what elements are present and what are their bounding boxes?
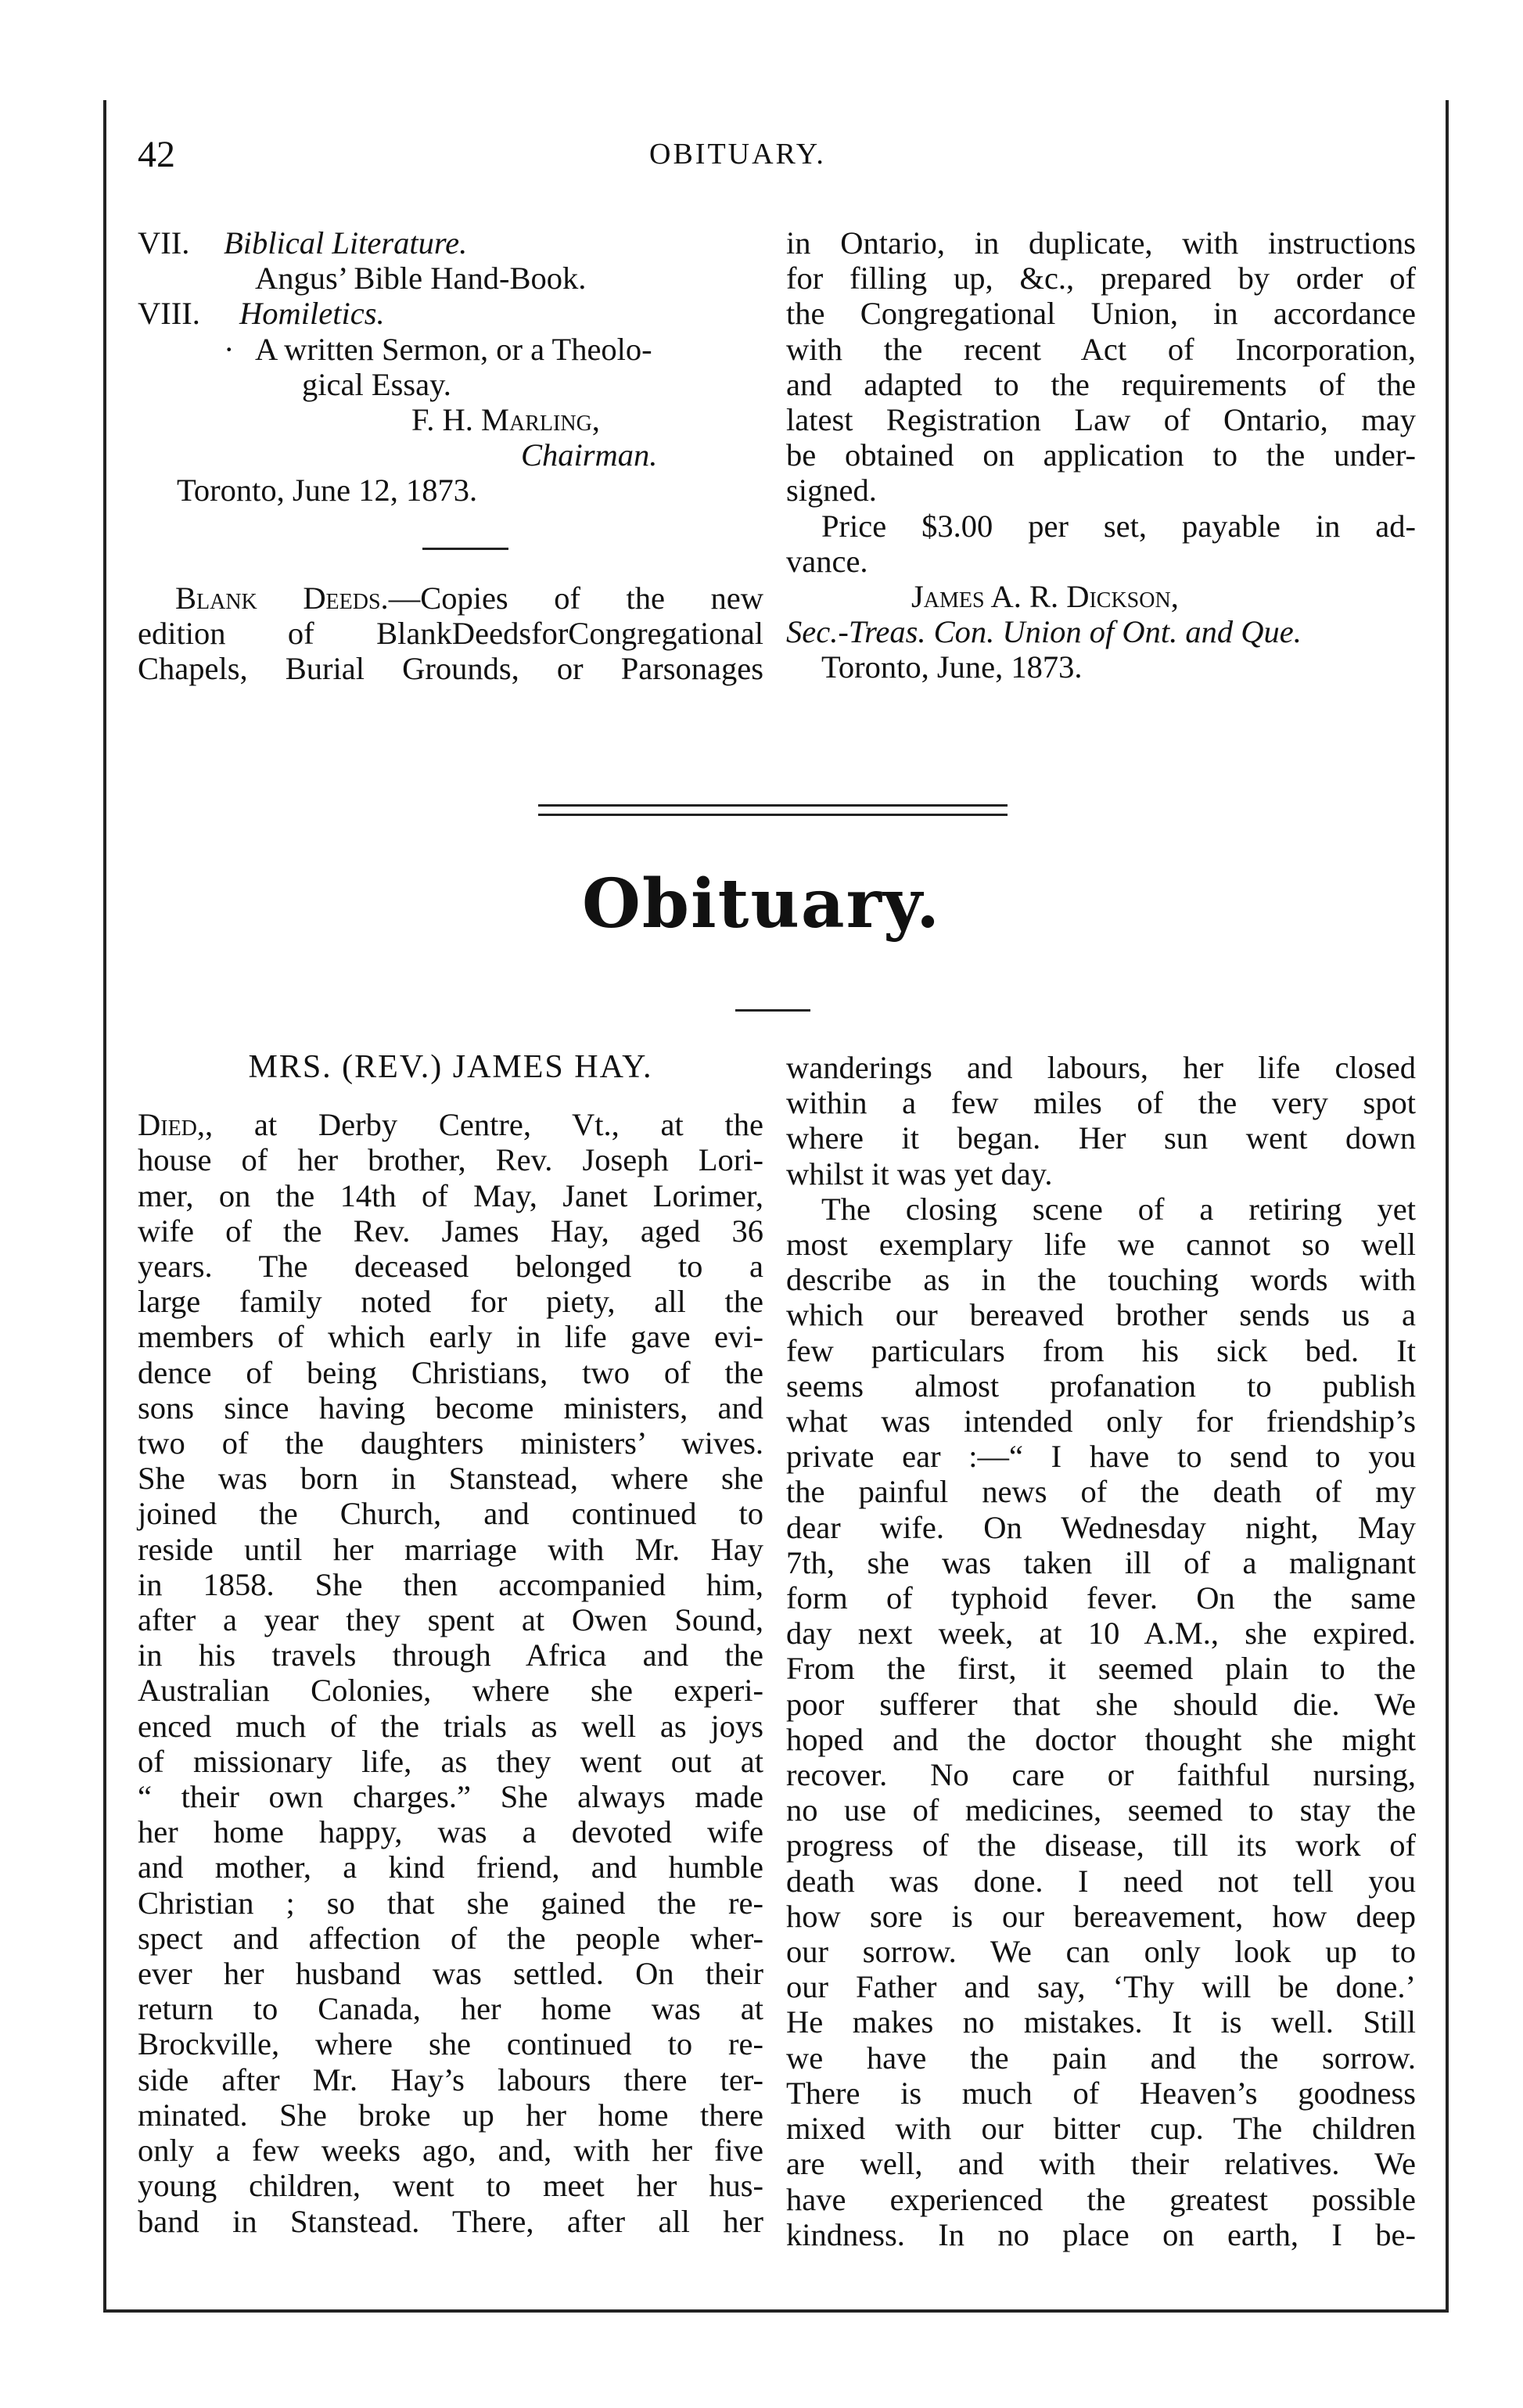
notice-item-viii-detail-2: gical Essay. [302, 366, 451, 402]
obituary-line: There is much of Heaven’s goodness [786, 2075, 1416, 2111]
notice-signer: F. H. Marling, [411, 402, 600, 438]
bottom-rule [103, 2309, 1449, 2313]
obituary-line: wanderings and labours, her life closed [786, 1050, 1416, 1085]
obituary-line: joined the Church, and continued to [138, 1496, 763, 1532]
notice-item-vii-detail: Angus’ Bible Hand-Book. [255, 261, 587, 297]
obituary-line: in his travels through Africa and the [138, 1637, 763, 1673]
obituary-line: members of which early in life gave evi- [138, 1319, 763, 1355]
obituary-right-column [786, 1050, 1416, 2252]
obituary-line: how sore is our bereavement, how deep [786, 1898, 1416, 1934]
obituary-line: young children, went to meet her hus- [138, 2168, 763, 2204]
notice-left-column [138, 225, 763, 686]
obituary-line: what was intended only for friendship’s [786, 1403, 1416, 1439]
obituary-left-column [138, 1050, 763, 2239]
double-rule-bottom [538, 814, 1008, 816]
obituary-line: wife of the Rev. James Hay, aged 36 [138, 1213, 763, 1249]
obituary-line: the painful news of the death of my [786, 1474, 1416, 1510]
obituary-line: mer, on the 14th of May, Janet Lorimer, [138, 1177, 763, 1213]
blank-deeds-line-3: Chapels, Burial Grounds, or Parsonages [138, 651, 763, 687]
blank-deeds-right-line: with the recent Act of Incorporation, [786, 331, 1416, 367]
running-head: OBITUARY. [649, 138, 826, 171]
obituary-line: minated. She broke up her home there [138, 2097, 763, 2133]
obituary-line: kindness. In no place on earth, I be- [786, 2216, 1416, 2252]
obituary-line: enced much of the trials as well as joys [138, 1708, 763, 1744]
blank-deeds-right-line: for filling up, &c., prepared by order of [786, 261, 1416, 297]
obituary-line: and mother, a kind friend, and humble [138, 1849, 763, 1885]
notice-right-column [786, 225, 1416, 685]
obituary-line: large family noted for piety, all the [138, 1284, 763, 1320]
obituary-line: recover. No care or faithful nursing, [786, 1757, 1416, 1793]
notice-item-viii: VIII. Homiletics. [138, 296, 385, 332]
obituary-line: The closing scene of a retiring yet [821, 1191, 1416, 1227]
section-title: Obituary. [581, 864, 942, 943]
obituary-line: have experienced the greatest possible [786, 2181, 1416, 2217]
deeds-dateline: Toronto, June, 1873. [821, 649, 1083, 685]
obituary-line: Brockville, where she continued to re- [138, 2026, 763, 2062]
blank-deeds-right-line: and adapted to the requirements of the [786, 366, 1416, 402]
obituary-line: our Father and say, ‘Thy will be done.’ [786, 1969, 1416, 2005]
obituary-line: private ear :—“ I have to send to you [786, 1439, 1416, 1475]
obituary-line: mixed with our bitter cup. The children [786, 2111, 1416, 2147]
blank-deeds-line-2: edition of BlankDeedsforCongregational [138, 615, 763, 651]
obituary-line: poor sufferer that she should die. We [786, 1686, 1416, 1722]
blank-deeds-line-1: Blank Deeds.—Copies of the new [175, 580, 763, 616]
obituary-line: Australian Colonies, where she experi- [138, 1673, 763, 1709]
obituary-line: “ their own charges.” She always made [138, 1779, 763, 1815]
obituary-line: dence of being Christians, two of the [138, 1354, 763, 1390]
obituary-line: house of her brother, Rev. Joseph Lori- [138, 1142, 763, 1178]
obituary-line: two of the daughters ministers’ wives. [138, 1425, 763, 1461]
obituary-line: form of typhoid fever. On the same [786, 1580, 1416, 1616]
obituary-line: are well, and with their relatives. We [786, 2146, 1416, 2182]
obituary-line: we have the pain and the sorrow. [786, 2040, 1416, 2076]
obituary-line: seems almost profanation to publish [786, 1368, 1416, 1403]
obituary-line: return to Canada, her home was at [138, 1991, 763, 2027]
blank-deeds-right-line: the Congregational Union, in accordance [786, 296, 1416, 332]
obituary-line: her home happy, was a devoted wife [138, 1814, 763, 1850]
obituary-line: our sorrow. We can only look up to [786, 1934, 1416, 1970]
article-title: MRS. (REV.) JAMES HAY. [248, 1049, 653, 1085]
obituary-line: From the first, it seemed plain to the [786, 1651, 1416, 1687]
obituary-line: ever her husband was settled. On their [138, 1956, 763, 1992]
obituary-line: side after Mr. Hay’s labours there ter- [138, 2061, 763, 2097]
obituary-line: years. The deceased belonged to a [138, 1249, 763, 1285]
obituary-first-line: Died,, at Derby Centre, Vt., at the [138, 1107, 763, 1143]
notice-dateline: Toronto, June 12, 1873. [177, 473, 478, 509]
obituary-line: after a year they spent at Owen Sound, [138, 1602, 763, 1638]
notice-item-viii-detail: · A written Sermon, or a Theolo- [224, 331, 652, 367]
obituary-line: most exemplary life we cannot so well [786, 1227, 1416, 1263]
obituary-line: within a few miles of the very spot [786, 1085, 1416, 1121]
obituary-line: spect and affection of the people wher- [138, 1920, 763, 1956]
title-underline [735, 1009, 810, 1012]
blank-deeds-right-line: be obtained on application to the under- [786, 437, 1416, 473]
obituary-line: describe as in the touching words with [786, 1262, 1416, 1298]
obituary-line: where it began. Her sun went down [786, 1120, 1416, 1156]
blank-deeds-right-line: signed. [786, 473, 877, 509]
obituary-line: progress of the disease, till its work of [786, 1828, 1416, 1864]
section-divider [422, 548, 508, 550]
obituary-line: which our bereaved brother sends us a [786, 1297, 1416, 1333]
obituary-line: dear wife. On Wednesday night, May [786, 1509, 1416, 1545]
obituary-line: death was done. I need not tell you [786, 1863, 1416, 1899]
obituary-line: only a few weeks ago, and, with her five [138, 2133, 763, 2169]
obituary-line: few particulars from his sick bed. It [786, 1332, 1416, 1368]
obituary-line: of missionary life, as they went out at [138, 1743, 763, 1779]
double-rule-top [538, 804, 1008, 807]
page-number: 42 [138, 134, 175, 175]
obituary-line: He makes no mistakes. It is well. Still [786, 2004, 1416, 2040]
obituary-line: whilst it was yet day. [786, 1155, 1053, 1191]
obituary-line: 7th, she was taken ill of a malignant [786, 1544, 1416, 1580]
notice-signer-title: Chairman. [521, 437, 658, 473]
blank-deeds-right-line: in Ontario, in duplicate, with instructions [786, 225, 1416, 261]
notice-item-vii: VII. Biblical Literature. [138, 225, 468, 261]
obituary-line: sons since having become ministers, and [138, 1389, 763, 1425]
obituary-line: reside until her marriage with Mr. Hay [138, 1531, 763, 1567]
deeds-signer-title: Sec.-Treas. Con. Union of Ont. and Que. [786, 614, 1302, 650]
obituary-line: in 1858. She then accompanied him, [138, 1566, 763, 1602]
obituary-line: Christian ; so that she gained the re- [138, 1885, 763, 1921]
obituary-line: hoped and the doctor thought she might [786, 1721, 1416, 1757]
deeds-signer: James A. R. Dickson, [911, 579, 1179, 615]
obituary-line: day next week, at 10 A.M., she expired. [786, 1616, 1416, 1651]
obituary-line: band in Stanstead. There, after all her [138, 2203, 763, 2239]
blank-deeds-right-line: latest Registration Law of Ontario, may [786, 402, 1416, 438]
price-line-1: Price $3.00 per set, payable in ad- [821, 508, 1416, 544]
obituary-line: She was born in Stanstead, where she [138, 1461, 763, 1497]
obituary-line: no use of medicines, seemed to stay the [786, 1792, 1416, 1828]
price-line-2: vance. [786, 543, 868, 579]
